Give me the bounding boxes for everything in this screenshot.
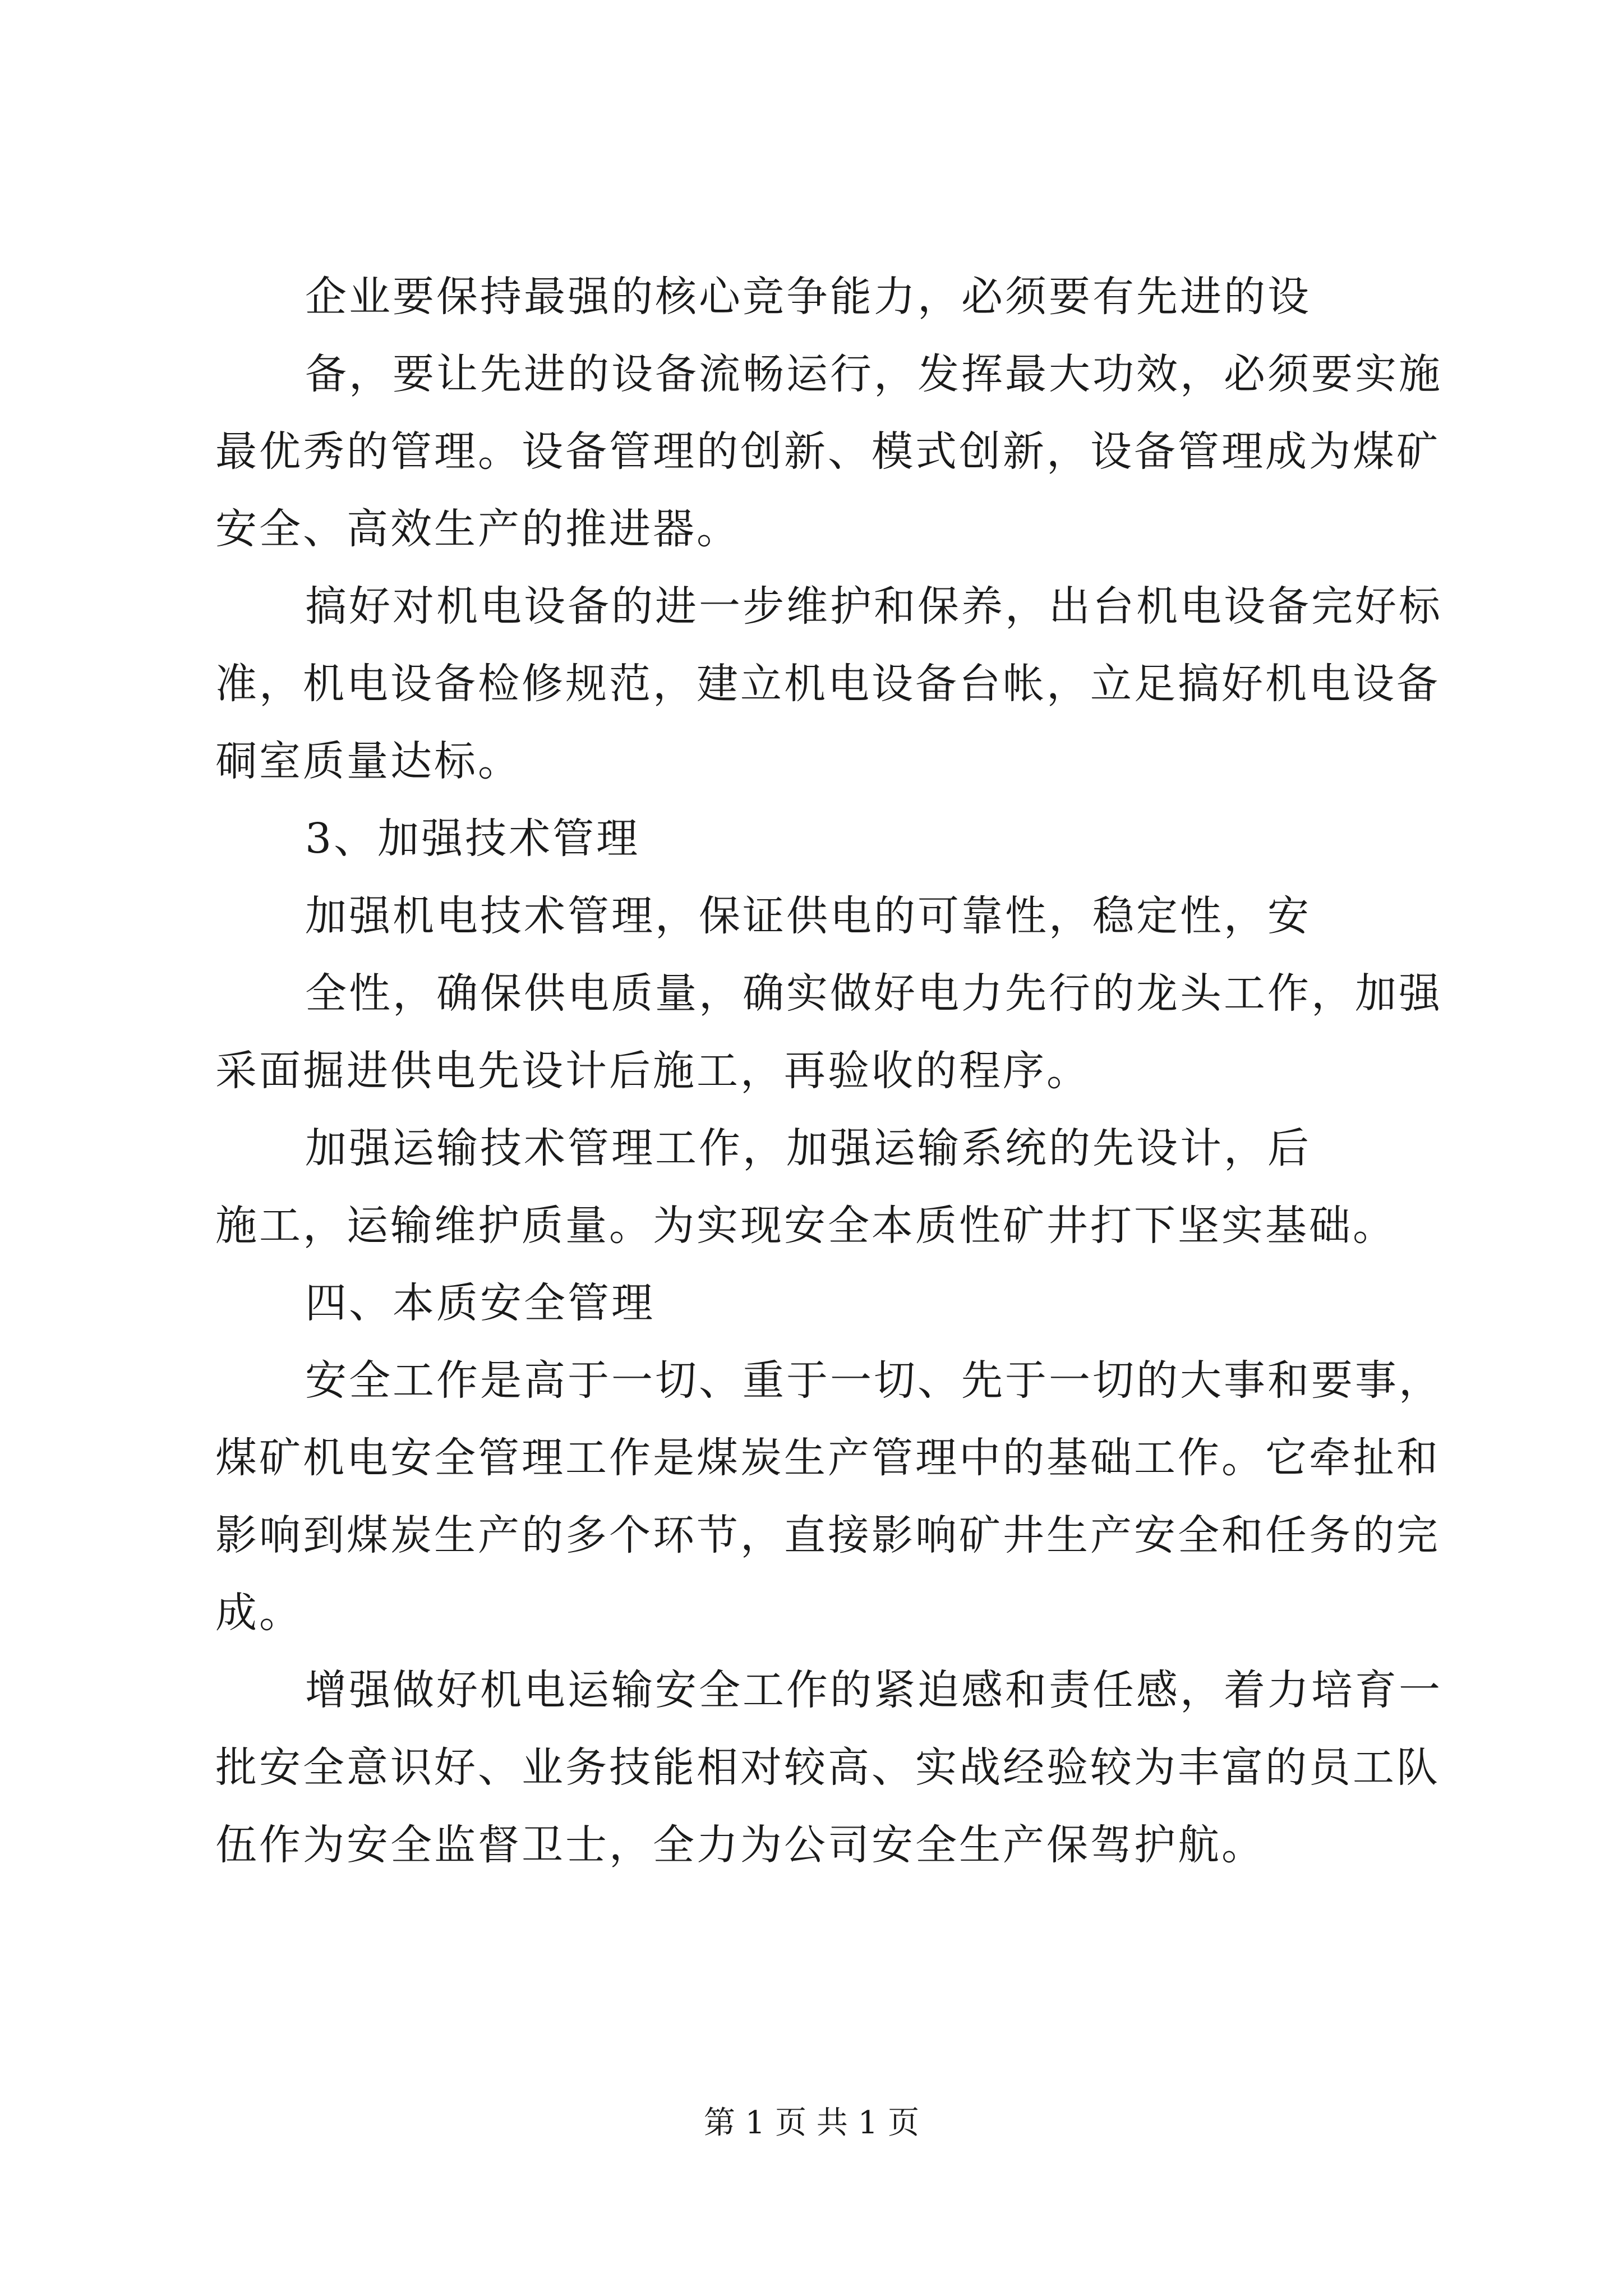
paragraph-line: 准，机电设备检修规范，建立机电设备台帐，立足搞好机电设备 xyxy=(215,660,1440,708)
paragraph-line: 安全工作是高于一切、重于一切、先于一切的大事和要事， xyxy=(305,1356,1442,1405)
paragraph-line: 采面掘进供电先设计后施工，再验收的程序。 xyxy=(215,1047,1090,1095)
paragraph-line: 成。 xyxy=(215,1589,303,1637)
paragraph-line: 伍作为安全监督卫士，全力为公司安全生产保驾护航。 xyxy=(215,1821,1265,1869)
document-body xyxy=(215,258,1442,1884)
paragraph-line: 施工，运输维护质量。为实现安全本质性矿井打下坚实基础。 xyxy=(215,1202,1396,1250)
section-heading: 3、加强技术管理 xyxy=(305,815,640,863)
paragraph-line: 加强机电技术管理，保证供电的可靠性，稳定性，安 xyxy=(305,892,1311,940)
paragraph-line: 加强运输技术管理工作，加强运输系统的先设计，后 xyxy=(305,1124,1311,1172)
paragraph-line: 批安全意识好、业务技能相对较高、实战经验较为丰富的员工队 xyxy=(215,1743,1440,1792)
paragraph-line: 增强做好机电运输安全工作的紧迫感和责任感，着力培育一 xyxy=(305,1666,1442,1714)
paragraph-line: 硐室质量达标。 xyxy=(215,737,522,785)
paragraph-line: 影响到煤炭生产的多个环节，直接影响矿井生产安全和任务的完 xyxy=(215,1511,1440,1559)
page-number-footer: 第 1 页 共 1 页 xyxy=(703,2105,920,2141)
paragraph-line: 煤矿机电安全管理工作是煤炭生产管理中的基础工作。它牵扯和 xyxy=(215,1434,1440,1482)
paragraph-line: 搞好对机电设备的进一步维护和保养，出台机电设备完好标 xyxy=(305,582,1442,631)
paragraph-line: 安全、高效生产的推进器。 xyxy=(215,505,740,553)
section-heading: 四、本质安全管理 xyxy=(305,1279,655,1327)
paragraph-line: 最优秀的管理。设备管理的创新、模式创新，设备管理成为煤矿 xyxy=(215,427,1440,476)
paragraph-line: 备，要让先进的设备流畅运行，发挥最大功效，必须要实施 xyxy=(305,350,1442,398)
paragraph-line: 企业要保持最强的核心竞争能力，必须要有先进的设 xyxy=(305,273,1311,321)
paragraph-line: 全性，确保供电质量，确实做好电力先行的龙头工作，加强 xyxy=(305,969,1442,1018)
